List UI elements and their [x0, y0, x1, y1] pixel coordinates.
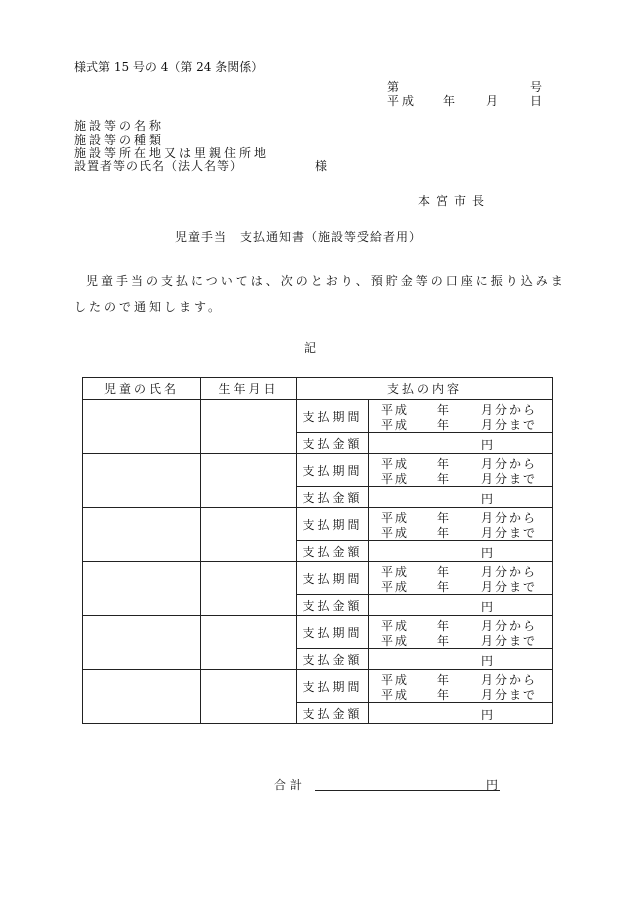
amount-cell[interactable] [369, 595, 553, 616]
table-row [83, 562, 553, 595]
to-month: 月分まで [481, 688, 538, 702]
total-label: 合計 [274, 778, 307, 792]
operator-name-label: 設置者等の氏名（法人名等） [74, 159, 244, 173]
to-month: 月分まで [481, 418, 538, 432]
birthdate-cell[interactable] [201, 400, 297, 454]
to-year: 年 [437, 418, 452, 432]
amount-cell[interactable] [369, 487, 553, 508]
header-child-name: 児童の氏名 [83, 378, 201, 400]
amount-yen: 円 [481, 708, 494, 722]
to-year: 年 [437, 472, 452, 486]
period-label: 支払期間 [297, 670, 369, 703]
child-name-cell[interactable] [83, 400, 201, 454]
to-era: 平成 [381, 472, 410, 486]
form-number: 様式第 15 号の 4（第 24 条関係） [74, 60, 264, 74]
from-era: 平成 [381, 403, 410, 417]
period-cell [369, 454, 553, 487]
from-era: 平成 [381, 619, 410, 633]
period-cell [369, 562, 553, 595]
document-title: 児童手当 支払通知書（施設等受給者用） [175, 230, 423, 244]
to-month: 月分まで [481, 634, 538, 648]
amount-cell[interactable] [369, 703, 553, 724]
period-to [381, 470, 538, 487]
payment-table [82, 377, 553, 724]
to-era: 平成 [381, 688, 410, 702]
from-year: 年 [437, 457, 452, 471]
table-row [83, 616, 553, 649]
to-month: 月分まで [481, 526, 538, 540]
facility-address-label: 施設等所在地又は里親住所地 [74, 146, 270, 160]
period-label: 支払期間 [297, 616, 369, 649]
table-row [83, 454, 553, 487]
from-era: 平成 [381, 511, 410, 525]
header-birthdate: 生年月日 [201, 378, 297, 400]
birthdate-cell[interactable] [201, 508, 297, 562]
table-header-row [83, 378, 553, 400]
from-year: 年 [437, 511, 452, 525]
birthdate-cell[interactable] [201, 616, 297, 670]
amount-yen: 円 [481, 546, 494, 560]
from-month: 月分から [481, 511, 538, 525]
period-cell [369, 670, 553, 703]
table-row [83, 508, 553, 541]
birthdate-cell[interactable] [201, 454, 297, 508]
to-year: 年 [437, 580, 452, 594]
period-to [381, 524, 538, 541]
from-year: 年 [437, 673, 452, 687]
period-to [381, 686, 538, 703]
to-era: 平成 [381, 580, 410, 594]
to-era: 平成 [381, 634, 410, 648]
period-label: 支払期間 [297, 562, 369, 595]
to-era: 平成 [381, 526, 410, 540]
from-year: 年 [437, 619, 452, 633]
table-row [83, 670, 553, 703]
body-line-1: 児童手当の支払については、次のとおり、預貯金等の口座に振り込みま [86, 274, 566, 288]
amount-label: 支払金額 [297, 595, 369, 616]
issuer: 本宮市長 [418, 194, 491, 208]
amount-yen: 円 [481, 438, 494, 452]
total-underline [315, 790, 500, 791]
amount-yen: 円 [481, 492, 494, 506]
period-to [381, 578, 538, 595]
date-era: 平成 [387, 94, 418, 108]
from-era: 平成 [381, 565, 410, 579]
facility-type-label: 施設等の種類 [74, 133, 165, 147]
doc-number-prefix: 第 [387, 80, 400, 94]
child-name-cell[interactable] [83, 670, 201, 724]
total-yen: 円 [486, 778, 499, 792]
period-cell [369, 508, 553, 541]
from-month: 月分から [481, 619, 538, 633]
amount-label: 支払金額 [297, 487, 369, 508]
from-month: 月分から [481, 457, 538, 471]
to-year: 年 [437, 526, 452, 540]
date-day: 日 [530, 94, 543, 108]
to-month: 月分まで [481, 472, 538, 486]
table-row [83, 400, 553, 433]
amount-label: 支払金額 [297, 703, 369, 724]
from-month: 月分から [481, 403, 538, 417]
amount-label: 支払金額 [297, 433, 369, 454]
amount-cell[interactable] [369, 433, 553, 454]
from-era: 平成 [381, 673, 410, 687]
amount-yen: 円 [481, 600, 494, 614]
child-name-cell[interactable] [83, 562, 201, 616]
child-name-cell[interactable] [83, 454, 201, 508]
header-payment-content: 支払の内容 [297, 378, 553, 400]
period-to [381, 632, 538, 649]
period-to [381, 416, 538, 433]
period-label: 支払期間 [297, 400, 369, 433]
amount-label: 支払金額 [297, 541, 369, 562]
from-year: 年 [437, 565, 452, 579]
from-year: 年 [437, 403, 452, 417]
period-cell [369, 400, 553, 433]
period-cell [369, 616, 553, 649]
facility-name-label: 施設等の名称 [74, 119, 165, 133]
body-line-2: したので通知します。 [74, 300, 224, 314]
to-year: 年 [437, 688, 452, 702]
date-year: 年 [443, 94, 456, 108]
to-era: 平成 [381, 418, 410, 432]
from-month: 月分から [481, 673, 538, 687]
doc-number-suffix: 号 [530, 80, 543, 94]
ki-heading: 記 [304, 341, 317, 355]
child-name-cell[interactable] [83, 616, 201, 670]
period-label: 支払期間 [297, 454, 369, 487]
birthdate-cell[interactable] [201, 562, 297, 616]
child-name-cell[interactable] [83, 508, 201, 562]
period-label: 支払期間 [297, 508, 369, 541]
amount-cell[interactable] [369, 541, 553, 562]
birthdate-cell[interactable] [201, 670, 297, 724]
from-era: 平成 [381, 457, 410, 471]
honorific: 様 [315, 159, 328, 173]
amount-yen: 円 [481, 654, 494, 668]
table-body [83, 400, 553, 724]
to-month: 月分まで [481, 580, 538, 594]
amount-label: 支払金額 [297, 649, 369, 670]
to-year: 年 [437, 634, 452, 648]
date-month: 月 [486, 94, 499, 108]
from-month: 月分から [481, 565, 538, 579]
amount-cell[interactable] [369, 649, 553, 670]
